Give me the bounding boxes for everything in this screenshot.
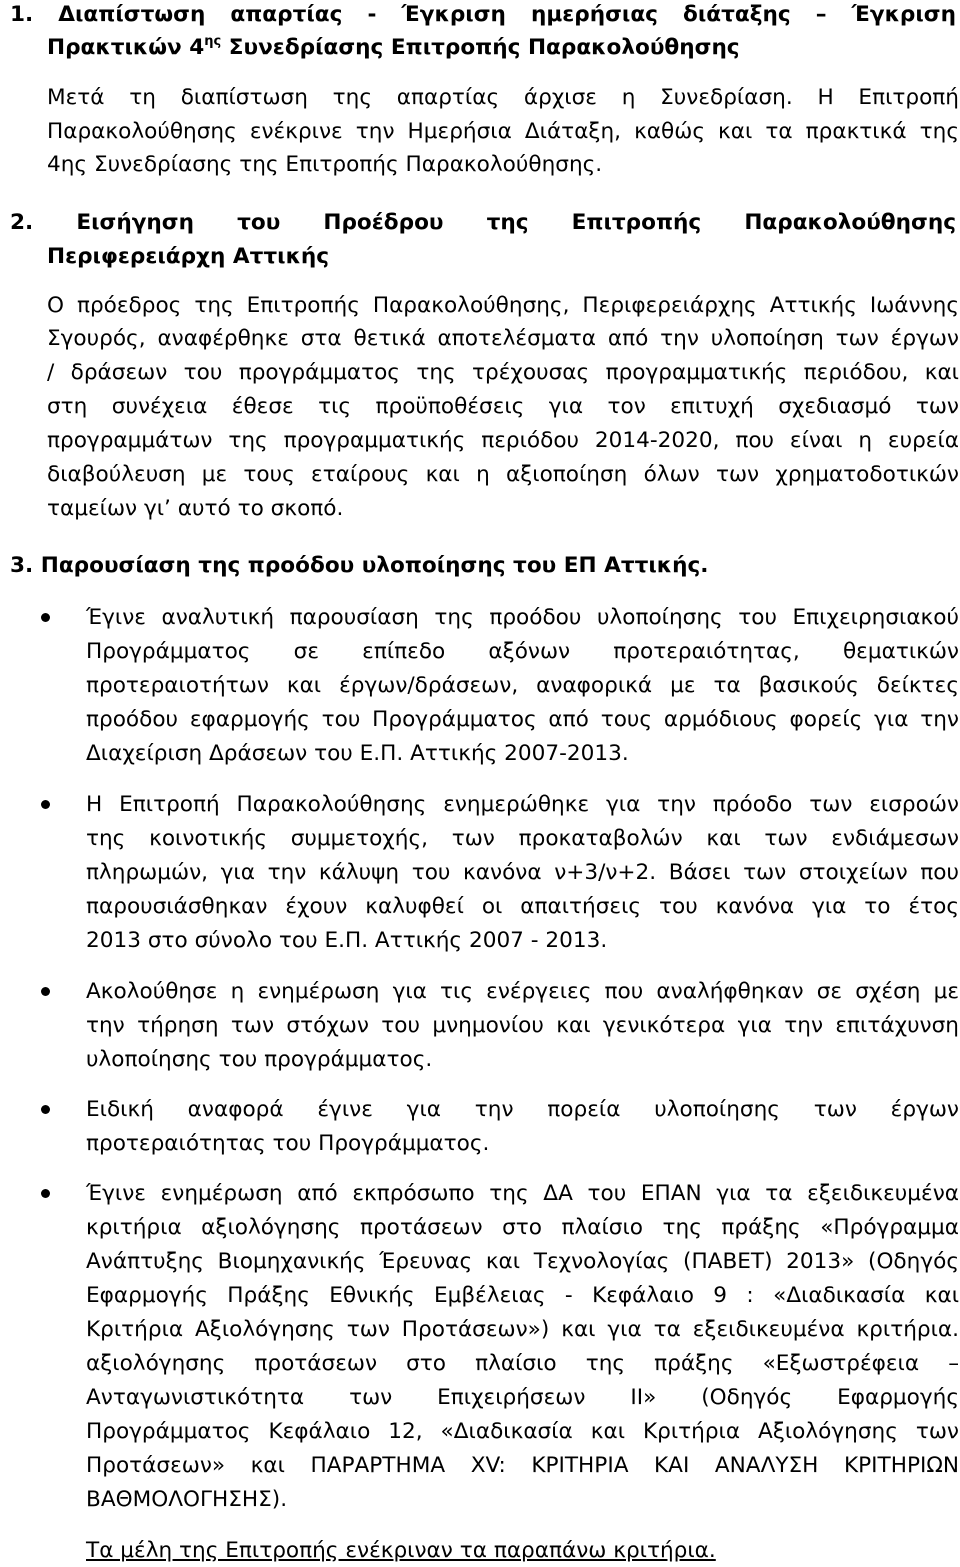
bullet-icon [41,613,50,622]
bullet-icon [41,987,50,996]
section-2-paragraph-line: ταμείων γι’ αυτό το σκοπό. [47,496,344,521]
section-2-paragraph-line: διαβούλευση με τους εταίρους και η αξιοποίηση όλων των χρηματοδοτικών [47,462,959,487]
bullet-5-line: Εφαρμογής Πράξης Εθνικής Εμβέλειας - Κεφάλαιο 9 : «Διαδικασία και [86,1283,959,1308]
section-3-heading: 3. Παρουσίαση της προόδου υλοποίησης του ΕΠ Αττικής. [10,553,709,578]
bullet-icon [41,1105,50,1114]
section-1-paragraph-line: Μετά τη διαπίστωση της απαρτίας άρχισε η Συνεδρίαση. Η Επιτροπή [47,85,959,110]
bullet-4-line: Ειδική αναφορά έγινε για την πορεία υλοποίησης των έργων [86,1097,959,1122]
bullet-2-line: Η Επιτροπή Παρακολούθησης ενημερώθηκε για την πρόοδο των εισροών [86,792,959,817]
bullet-3-line: υλοποίησης του προγράμματος. [86,1047,433,1072]
bullet-5-line: κριτήρια αξιολόγησης προτάσεων στο πλαίσιο της πράξης «Πρόγραμμα [86,1215,959,1240]
section-2-paragraph-line: Σγουρός, αναφέρθηκε στα θετικά αποτελέσματα από την υλοποίηση των έργων [47,326,959,351]
section-2-paragraph-line: στη συνέχεια έθεσε τις προϋποθέσεις για τον επιτυχή σχεδιασμό των [47,394,959,419]
bullet-1-line: προτεραιοτήτων και έργων/δράσεων, αναφορικά με τα βασικούς δείκτες [86,673,959,698]
bullet-5-line: Προτάσεων» και ΠΑΡΑΡΤΗΜΑ XV: ΚΡΙΤΗΡΙΑ ΚΑΙ ΑΝΑΛΥΣΗ ΚΡΙΤΗΡΙΩΝ [86,1453,959,1478]
section-2-heading-line-1: 2. Εισήγηση του Προέδρου της Επιτροπής Παρακολούθησης [10,210,956,235]
bullet-5-line: Έγινε ενημέρωση από εκπρόσωπο της ΔΑ του ΕΠΑΝ για τα εξειδικευμένα [86,1181,959,1206]
section-1-paragraph-line: 4ης Συνεδρίασης της Επιτροπής Παρακολούθησης. [47,152,603,177]
bullet-1-line: προόδου εφαρμογής του Προγράμματος από τους αρμόδιους φορείς για την [86,707,959,732]
bullet-icon [41,1189,50,1198]
bullet-2-line: 2013 στο σύνολο του Ε.Π. Αττικής 2007 - 2013. [86,928,608,953]
bullet-4-line: προτεραιότητας του Προγράμματος. [86,1131,490,1156]
section-1-heading-line-1: 1. Διαπίστωση απαρτίας - Έγκριση ημερήσιας διάταξης – Έγκριση [10,2,956,27]
section-2-paragraph-line: Ο πρόεδρος της Επιτροπής Παρακολούθησης, Περιφερειάρχης Αττικής Ιωάννης [47,293,959,318]
bullet-2-line: παρουσιάσθηκαν έχουν καλυφθεί οι απαιτήσεις του κανόνα για το έτος [86,894,959,919]
section-2-paragraph-line: προγραμμάτων της προγραμματικής περιόδου 2014-2020, που είναι η ευρεία [47,428,959,453]
bullet-2-line: πληρωμών, για την κάλυψη του κανόνα ν+3/ν+2. Βάσει των στοιχείων που [86,860,959,885]
bullet-5-line: Προγράμματος Κεφάλαιο 12, «Διαδικασία και Κριτήρια Αξιολόγησης των [86,1419,959,1444]
section-1-heading-line-2: Πρακτικών $4^{\eta\varsigma}$ Συνεδρίασης Επιτροπής Παρακολούθησης [47,34,740,60]
bullet-1-line: Έγινε αναλυτική παρουσίαση της προόδου υλοποίησης του Επιχειρησιακού [86,605,959,630]
section-2-paragraph-line: / δράσεων του προγράμματος της τρέχουσας προγραμματικής περιόδου, και [47,360,959,385]
bullet-5-line: Ανταγωνιστικότητα των Επιχειρήσεων ΙΙ» (Οδηγός Εφαρμογής [86,1385,959,1410]
bullet-3-line: Ακολούθησε η ενημέρωση για τις ενέργειες που αναλήφθηκαν σε σχέση με [86,979,959,1004]
bullet-5-line: Κριτήρια Αξιολόγησης των Προτάσεων») και για τα εξειδικευμένα κριτήρια. [86,1317,959,1342]
bullet-icon [41,800,50,809]
section-1-paragraph-line: Παρακολούθησης ενέκρινε την Ημερήσια Διάταξη, καθώς και τα πρακτικά της [47,119,959,144]
bullet-3-line: την τήρηση των στόχων του μνημονίου και γενικότερα για την επιτάχυνση [86,1013,959,1038]
section-2-heading-line-2: Περιφερειάρχη Αττικής [47,244,330,269]
bullet-1-line: Προγράμματος σε επίπεδο αξόνων προτεραιότητας, θεματικών [86,639,959,664]
approval-statement: Τα μέλη της Επιτροπής ενέκριναν τα παραπάνω κριτήρια. [86,1538,716,1563]
bullet-5-line: αξιολόγησης προτάσεων στο πλαίσιο της πράξης «Εξωστρέφεια – [86,1351,959,1376]
bullet-5-line: Ανάπτυξης Βιομηχανικής Έρευνας και Τεχνολογίας (ΠΑΒΕΤ) 2013» (Οδηγός [86,1249,959,1274]
bullet-1-line: Διαχείριση Δράσεων του Ε.Π. Αττικής 2007-2013. [86,741,629,766]
bullet-2-line: της κοινοτικής συμμετοχής, των προκαταβολών και των ενδιάμεσων [86,826,959,851]
bullet-5-line: ΒΑΘΜΟΛΟΓΗΣΗΣ). [86,1487,288,1512]
